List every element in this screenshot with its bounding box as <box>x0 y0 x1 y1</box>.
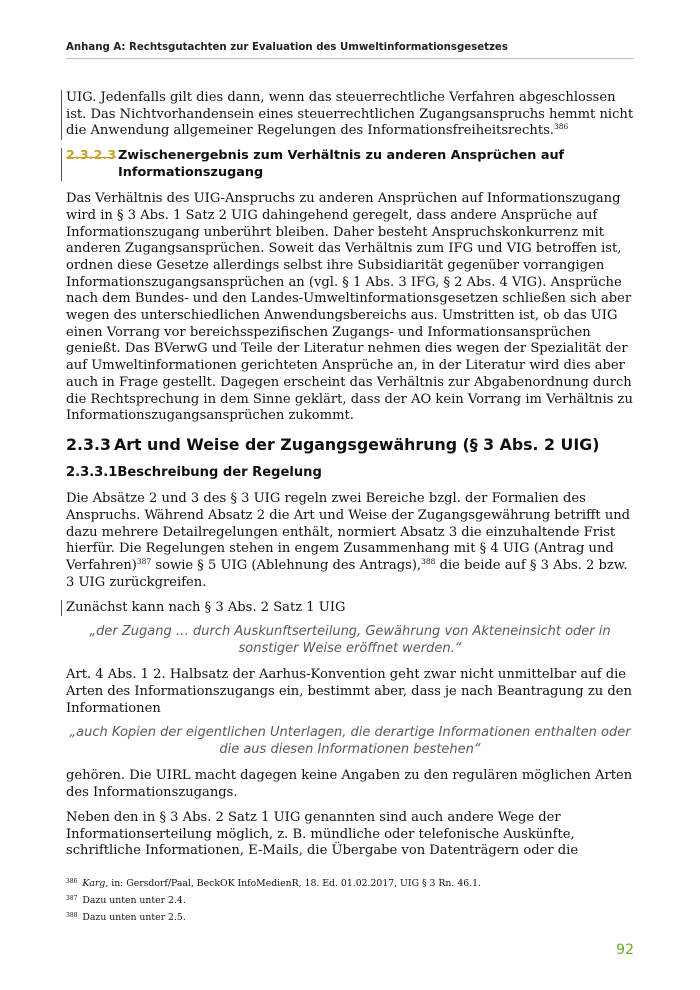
paragraph-1-text: UIG. Jedenfalls gilt dies dann, wenn das steuerrechtliche Verfahren abgeschlossen ist. Das Nichtvorhandensein eines steuerrechtlichen Zugangsanspruchs hemmt nicht die Anwendung allgemeiner Regelungen des Informationsfreiheitsrechts. <box>66 90 634 139</box>
paragraph-3 <box>66 491 634 591</box>
heading-2-3-2-3 <box>61 148 634 181</box>
footnote-number: 386 <box>66 878 78 885</box>
running-header: Anhang A: Rechtsgutachten zur Evaluation des Umweltinformationsgesetzes <box>66 42 508 53</box>
paragraph-3-text-c: die beide auf § 3 Abs. 2 bzw. 3 UIG zurückgreifen. <box>66 558 628 590</box>
paragraph-5: Art. 4 Abs. 1 2. Halbsatz der Aarhus-Konvention geht zwar nicht unmittelbar auf die Arten des Informationszugangs ein, bestimmt aber, dass je nach Beantragung zu den Informationen <box>66 667 632 716</box>
footnote-text: Dazu unten unter 2.5. <box>82 912 186 923</box>
paragraph-4: Zunächst kann nach § 3 Abs. 2 Satz 1 UIG <box>61 600 634 617</box>
footnote-text: Dazu unten unter 2.4. <box>82 895 186 906</box>
paragraph-2: Das Verhältnis des UIG-Anspruchs zu anderen Ansprüchen auf Informationszugang wird in § 3 Abs. 1 Satz 2 UIG dahingehend geregelt, dass andere Ansprüche auf Informationszugang unberührt bleiben. Daher besteht Anspruchskonkurrenz mit anderen Zugangsansprüchen. Soweit das Verhältnis zum IFG und VIG betroffen ist, ordnen diese Gesetze allerdings selbst ihre Subsidiarität gegenüber vorrangigen Informationszugangsansprüchen an (vgl. § 1 Abs. 3 IFG, § 2 Abs. 4 VIG). Ansprüche nach dem Bundes- und den Landes-Umweltinformationsgesetzen schließen sich aber wegen des unterschiedlichen Anwendungsbereichs aus. Umstritten ist, ob das UIG einen Vorrang vor bereichsspezifischen Zugangs- und Informationsansprüchen genießt. Das BVerwG und Teile der Literatur nehmen dies wegen der Spezialität der auf Umweltinformationen gerichteten Ansprüche an, in der Literatur wird dies aber auch in Frage gestellt. Dagegen erscheint das Verhältnis zur Abgabenordnung durch die Rechtsprechung in dem Sinne geklärt, dass der AO kein Vorrang im Verhältnis zu Informationszugangsansprüchen zukommt. <box>66 191 633 424</box>
heading-2-3-3 <box>66 434 634 454</box>
heading-title: Zwischenergebnis zum Verhältnis zu anderen Ansprüchen auf Informationszugang <box>118 148 565 180</box>
footnote-number: 388 <box>66 912 78 919</box>
footnote-number: 387 <box>66 895 78 902</box>
footnotes <box>66 878 634 929</box>
paragraph-3-text-b: sowie § 5 UIG (Ablehnung des Antrags), <box>151 558 422 574</box>
heading-number: 2.3.3.1 <box>66 464 118 480</box>
footnote-author: Karg <box>82 878 106 889</box>
heading-title: Beschreibung der Regelung <box>117 464 322 480</box>
footnote-ref-387[interactable]: 387 <box>136 557 152 567</box>
paragraph-3-text-a: Die Absätze 2 und 3 des § 3 UIG regeln zwei Bereiche bzgl. der Formalien des Anspruchs. Während Absatz 2 die Art und Weise der Zugangsgewährung betrifft und dazu mehrere Detailregelungen enthält, normiert Absatz 3 die einzuhaltende Frist hierfür. Die Regelungen stehen in engem Zusammenhang mit § 4 UIG (Antrag und Verfahren) <box>66 491 631 574</box>
header-divider <box>66 58 634 59</box>
paragraph-1 <box>61 90 634 140</box>
footnote-388 <box>66 912 634 923</box>
heading-number: 2.3.2.3 <box>66 148 118 181</box>
paragraph-6: gehören. Die UIRL macht dagegen keine Angaben zu den regulären möglichen Arten des Informationszugangs. <box>66 768 633 801</box>
block-quote-1: „der Zugang … durch Auskunftserteilung, Gewährung von Akteneinsicht oder in sonstiger Weise eröffnet werden.“ <box>89 624 611 656</box>
paragraph-7: Neben den in § 3 Abs. 2 Satz 1 UIG genannten sind auch andere Wege der Informationserteilung möglich, z. B. mündliche oder telefonische Auskünfte, schriftliche Informationen, E-Mails, die Übergabe von Datenträgern oder die <box>66 809 579 859</box>
heading-2-3-3-1 <box>66 465 634 482</box>
page-number: 92 <box>616 942 634 958</box>
heading-title: Art und Weise der Zugangsgewährung (§ 3 Abs. 2 UIG) <box>113 434 600 454</box>
footnote-ref-386[interactable]: 386 <box>553 122 569 132</box>
footnote-text: , in: Gersdorf/Paal, BeckOK InfoMedienR, 18. Ed. 01.02.2017, UIG § 3 Rn. 46.1. <box>105 878 481 889</box>
footnote-ref-388[interactable]: 388 <box>421 557 436 567</box>
main-text <box>66 90 634 868</box>
heading-number: 2.3.3 <box>66 434 111 454</box>
footnote-386 <box>66 878 634 889</box>
block-quote-2: „auch Kopien der eigentlichen Unterlagen, die derartige Informationen enthalten oder die aus diesen Informationen bestehen“ <box>69 725 631 757</box>
footnote-387 <box>66 895 634 906</box>
